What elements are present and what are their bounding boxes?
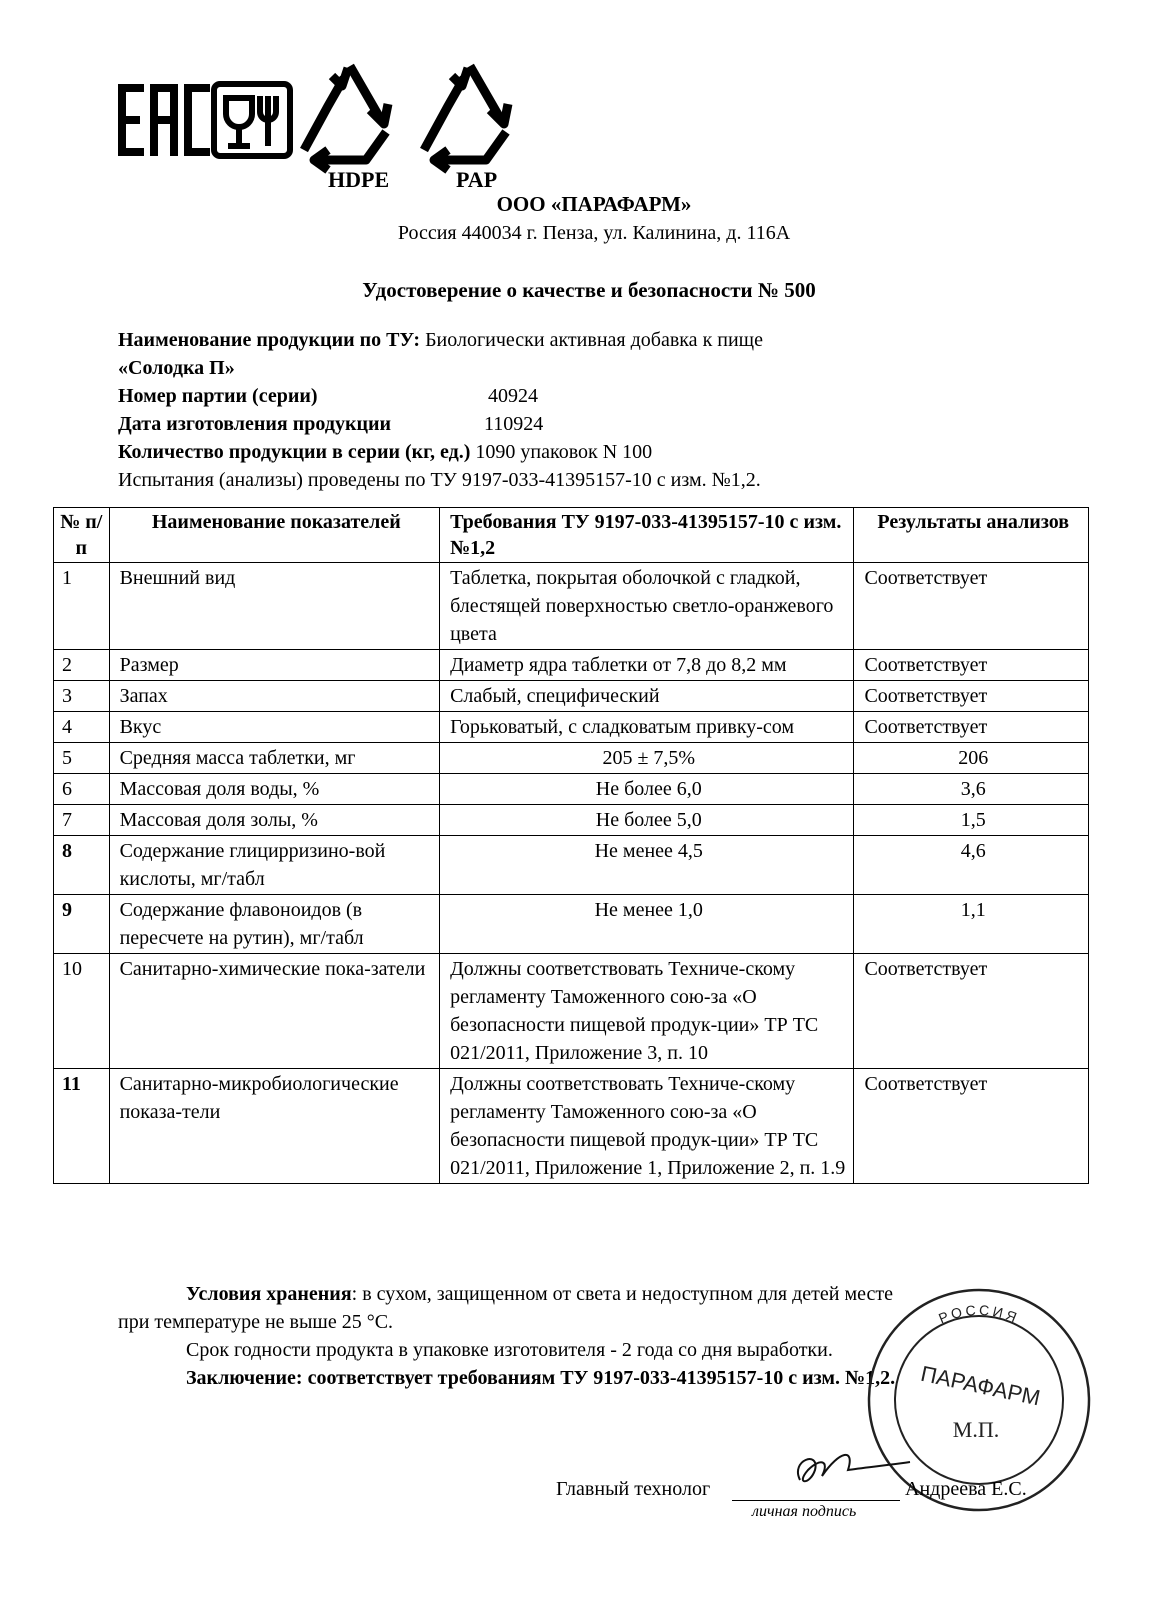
row-indicator-name: Санитарно-микробиологические показа-тели bbox=[109, 1069, 440, 1184]
row-number: 7 bbox=[54, 805, 110, 836]
row-requirement: Диаметр ядра таблетки от 7,8 до 8,2 мм bbox=[440, 650, 854, 681]
row-indicator-name: Внешний вид bbox=[109, 563, 440, 650]
row-result: Соответствует bbox=[854, 712, 1089, 743]
stamp-center-text: ПАРАФАРМ bbox=[918, 1360, 1043, 1411]
row-number: 6 bbox=[54, 774, 110, 805]
row-number: 10 bbox=[54, 954, 110, 1069]
row-indicator-name: Запах bbox=[109, 681, 440, 712]
recycle-label-pap: PAP bbox=[456, 167, 498, 192]
svg-text:РОССИЯ bbox=[936, 1302, 1022, 1327]
certificate-title: Удостоверение о качестве и безопасности № 500 bbox=[362, 278, 816, 302]
row-result: Соответствует bbox=[854, 650, 1089, 681]
eac-mark-icon bbox=[118, 84, 210, 156]
row-requirement: Не более 6,0 bbox=[440, 774, 854, 805]
row-number: 11 bbox=[54, 1069, 110, 1184]
quantity-value: 1090 упаковок N 100 bbox=[475, 441, 653, 463]
quantity-line bbox=[118, 438, 652, 466]
row-requirement: Таблетка, покрытая оболочкой с гладкой, блестящей поверхностью светло-оранжевого цвета bbox=[440, 563, 854, 650]
row-number: 3 bbox=[54, 681, 110, 712]
table-row bbox=[54, 836, 1089, 895]
row-result: 1,1 bbox=[854, 895, 1089, 954]
table-row bbox=[54, 563, 1089, 650]
shelf-life: Срок годности продукта в упаковке изготовителя - 2 года со дня выработки. bbox=[186, 1339, 833, 1361]
certification-logos bbox=[118, 62, 558, 192]
product-name-line bbox=[118, 326, 763, 354]
conclusion: Заключение: соответствует требованиям ТУ 9197-033-41395157-10 с изм. №1,2. bbox=[186, 1367, 896, 1389]
row-indicator-name: Содержание флавоноидов (в пересчете на рутин), мг/табл bbox=[109, 895, 440, 954]
header-requirements: Требования ТУ 9197-033-41395157-10 с изм. №1,2 bbox=[440, 508, 854, 563]
table-row bbox=[54, 954, 1089, 1069]
product-name-value: Биологически активная добавка к пище bbox=[425, 329, 763, 351]
product-name-label: Наименование продукции по ТУ: bbox=[118, 329, 421, 351]
product-name-line2: «Солодка П» bbox=[118, 357, 235, 379]
row-result: Соответствует bbox=[854, 1069, 1089, 1184]
row-indicator-name: Санитарно-химические пока-затели bbox=[109, 954, 440, 1069]
recycle-label-hdpe: HDPE bbox=[328, 167, 390, 192]
date-value: 110924 bbox=[484, 413, 544, 435]
date-line bbox=[118, 410, 544, 438]
row-requirement: Слабый, специфический bbox=[440, 681, 854, 712]
batch-line bbox=[118, 382, 538, 410]
handwritten-signature bbox=[760, 1440, 920, 1500]
storage-line-2: при температуре не выше 25 °С. bbox=[118, 1311, 394, 1333]
stamp-mp-text: М.П. bbox=[952, 1417, 1000, 1442]
signature-caption: личная подпись bbox=[752, 1503, 857, 1520]
row-result: 3,6 bbox=[854, 774, 1089, 805]
recycle-triangle-icon bbox=[424, 66, 508, 170]
row-result: Соответствует bbox=[854, 563, 1089, 650]
row-requirement: Не менее 4,5 bbox=[440, 836, 854, 895]
table-row bbox=[54, 805, 1089, 836]
signature-line bbox=[732, 1500, 900, 1501]
recycle-triangle-icon bbox=[304, 66, 388, 170]
row-number: 4 bbox=[54, 712, 110, 743]
row-result: 1,5 bbox=[854, 805, 1089, 836]
row-requirement: Горьковатый, с сладковатым привку-сом bbox=[440, 712, 854, 743]
header-name: Наименование показателей bbox=[109, 508, 440, 563]
row-indicator-name: Средняя масса таблетки, мг bbox=[109, 743, 440, 774]
row-requirement: Не менее 1,0 bbox=[440, 895, 854, 954]
table-header-row bbox=[54, 508, 1089, 563]
stamp-outer-text: РОССИЯ bbox=[936, 1301, 1022, 1327]
table-row bbox=[54, 895, 1089, 954]
row-indicator-name: Массовая доля золы, % bbox=[109, 805, 440, 836]
row-indicator-name: Массовая доля воды, % bbox=[109, 774, 440, 805]
row-indicator-name: Размер bbox=[109, 650, 440, 681]
quantity-label: Количество продукции в серии (кг, ед.) bbox=[118, 441, 471, 463]
row-number: 9 bbox=[54, 895, 110, 954]
quality-table bbox=[53, 507, 1089, 1184]
batch-label: Номер партии (серии) bbox=[118, 385, 318, 407]
company-name: ООО «ПАРАФАРМ» bbox=[496, 192, 692, 216]
row-number: 2 bbox=[54, 650, 110, 681]
storage-label: Условия хранения bbox=[186, 1283, 352, 1305]
header-num: № п/п bbox=[54, 508, 110, 563]
signature-scribble-icon bbox=[760, 1440, 920, 1500]
table-row bbox=[54, 712, 1089, 743]
row-number: 1 bbox=[54, 563, 110, 650]
logo-row bbox=[118, 62, 558, 192]
header-results: Результаты анализов bbox=[854, 508, 1089, 563]
storage-text: : в сухом, защищенном от света и недоступном для детей месте bbox=[351, 1283, 894, 1305]
row-requirement: Должны соответствовать Техниче-скому регламенту Таможенного сою-за «О безопасности пищевой продук-ции» ТР ТС 021/2011, Приложение 1, Приложение 2, п. 1.9 bbox=[440, 1069, 854, 1184]
table-row bbox=[54, 1069, 1089, 1184]
row-result: Соответствует bbox=[854, 954, 1089, 1069]
row-number: 8 bbox=[54, 836, 110, 895]
company-address: Россия 440034 г. Пенза, ул. Калинина, д. 116А bbox=[397, 222, 791, 244]
row-requirement: 205 ± 7,5% bbox=[440, 743, 854, 774]
row-result: Соответствует bbox=[854, 681, 1089, 712]
table-row bbox=[54, 743, 1089, 774]
table-row bbox=[54, 681, 1089, 712]
row-requirement: Не более 5,0 bbox=[440, 805, 854, 836]
row-result: 4,6 bbox=[854, 836, 1089, 895]
table-row bbox=[54, 650, 1089, 681]
tests-line: Испытания (анализы) проведены по ТУ 9197-033-41395157-10 с изм. №1,2. bbox=[118, 469, 761, 491]
batch-value: 40924 bbox=[488, 385, 538, 407]
signer-name: Андреева Е.С. bbox=[905, 1478, 1027, 1500]
row-result: 206 bbox=[854, 743, 1089, 774]
row-requirement: Должны соответствовать Техниче-скому регламенту Таможенного сою-за «О безопасности пищевой продук-ции» ТР ТС 021/2011, Приложение 3, п. 10 bbox=[440, 954, 854, 1069]
table-row bbox=[54, 774, 1089, 805]
glass-fork-icon bbox=[214, 84, 290, 156]
storage-line bbox=[186, 1280, 893, 1308]
signer-role: Главный технолог bbox=[556, 1478, 711, 1500]
row-indicator-name: Вкус bbox=[109, 712, 440, 743]
date-label: Дата изготовления продукции bbox=[118, 413, 392, 435]
row-indicator-name: Содержание глицирризино-вой кислоты, мг/табл bbox=[109, 836, 440, 895]
row-number: 5 bbox=[54, 743, 110, 774]
